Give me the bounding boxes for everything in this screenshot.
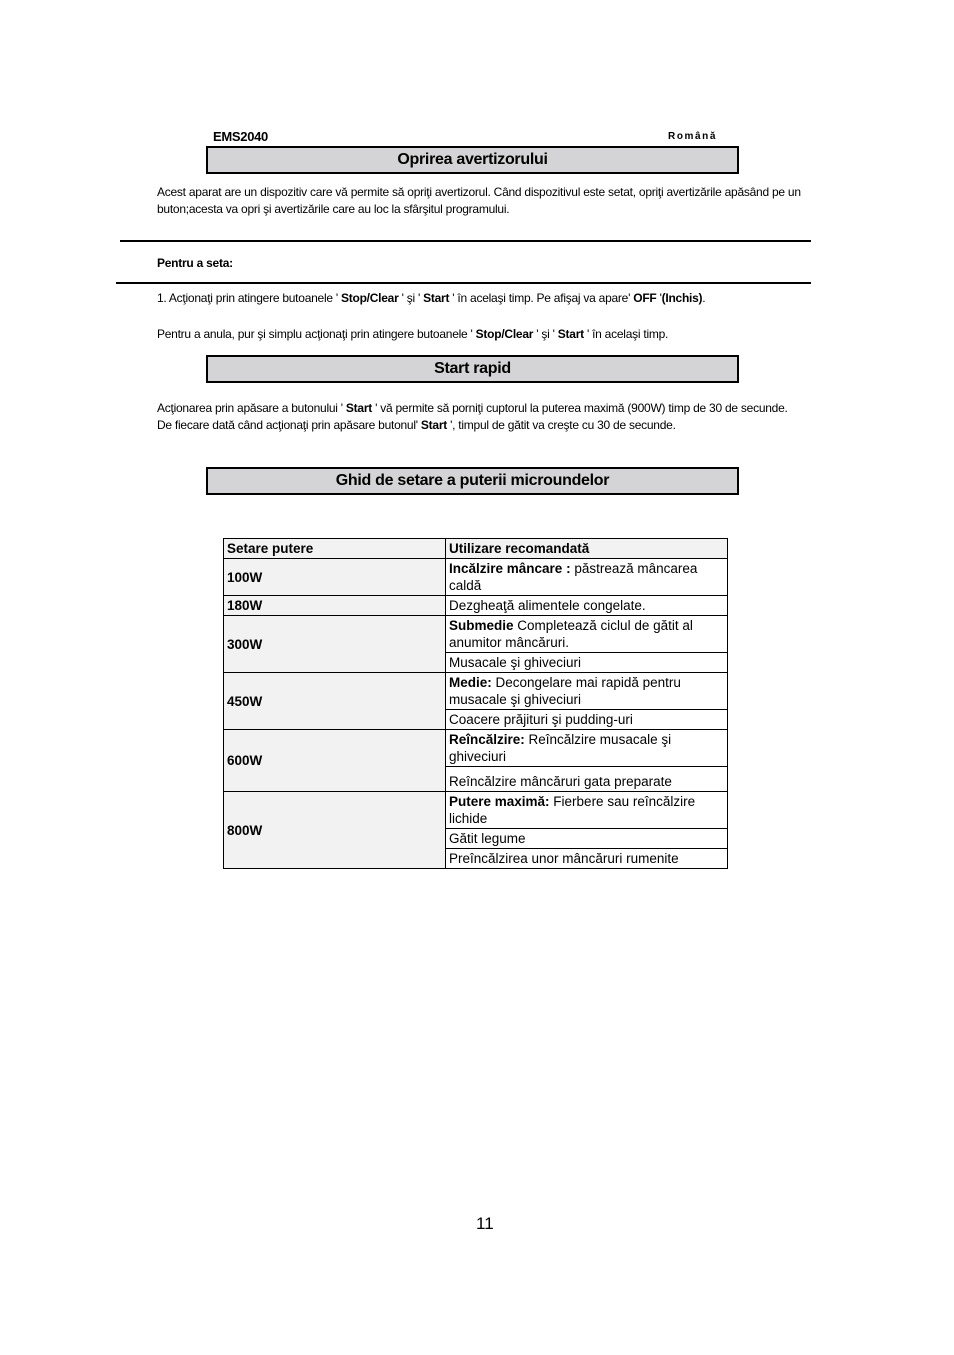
quick-start-text <box>157 400 827 434</box>
use-text: Fierbere sau reîncălzire lichide <box>449 794 696 826</box>
header-recommended-use: Utilizare recomandată <box>446 539 728 559</box>
step-1-text: ' şi ' <box>398 291 424 305</box>
use-text: Reîncălzire musacale şi ghiveciuri <box>449 732 672 764</box>
start-label: Start <box>345 401 373 415</box>
use-cell: Preîncălzirea unor mâncăruri rumenite <box>446 849 728 869</box>
quick-start-text-part: ' vă permite să porniţi cuptorul la puterea maximă (900W) timp de 30 de secunde. <box>372 401 788 415</box>
table-row <box>224 730 728 767</box>
stop-clear-label: Stop/Clear <box>341 291 399 305</box>
table-row <box>224 792 728 829</box>
step-1 <box>157 290 705 307</box>
step-1-text: 1. Acţionaţi prin atingere butoanele ' <box>157 291 342 305</box>
use-cell: Coacere prăjituri şi pudding-uri <box>446 710 728 730</box>
use-cell <box>446 730 728 767</box>
divider-bottom <box>116 282 811 284</box>
use-cell <box>446 616 728 653</box>
use-heading: Medie: <box>449 675 492 690</box>
use-cell: Gătit legume <box>446 829 728 849</box>
use-cell <box>446 559 728 596</box>
step-1-text: ' <box>656 291 662 305</box>
use-cell: Musacale şi ghiveciuri <box>446 653 728 673</box>
table-row <box>224 616 728 653</box>
power-cell: 600W <box>224 730 446 792</box>
cancel-text: ' în acelaşi timp. <box>583 327 669 341</box>
step-1-text: ' în acelaşi timp. Pe afişaj va apare' <box>449 291 634 305</box>
use-heading: Submedie <box>449 618 514 633</box>
power-settings-table <box>223 538 728 869</box>
section-title-alarm-off: Oprirea avertizorului <box>206 146 739 174</box>
quick-start-text-part: Acţionarea prin apăsare a butonului ' <box>157 401 346 415</box>
section-title-quick-start: Start rapid <box>206 355 739 383</box>
use-cell <box>446 673 728 710</box>
power-cell: 450W <box>224 673 446 730</box>
power-cell: 180W <box>224 596 446 616</box>
model-name: EMS2040 <box>213 129 268 144</box>
quick-start-text-part: ', timpul de gătit va creşte cu 30 de secunde. <box>446 418 676 432</box>
power-cell: 800W <box>224 792 446 869</box>
start-label: Start <box>557 327 584 341</box>
cancel-instruction <box>157 326 668 343</box>
quick-start-line-2 <box>157 417 827 434</box>
use-heading: Incălzire mâncare : <box>449 561 571 576</box>
use-heading: Reîncălzire: <box>449 732 525 747</box>
display-inchis-label: (Inchis) <box>661 291 703 305</box>
display-off-label: OFF <box>633 291 657 305</box>
alarm-off-intro: Acest aparat are un dispozitiv care vă permite să opriţi avertizorul. Când dispozitivul este setat, opriţi avertizările apăsând pe un buton;acesta va opri şi avertizările care au loc la sfârşitul programului. <box>157 185 801 216</box>
use-cell: Reîncălzire mâncăruri gata preparate <box>446 767 728 792</box>
section-title-power-guide: Ghid de setare a puterii microundelor <box>206 467 739 495</box>
table-row <box>224 673 728 710</box>
power-cell: 100W <box>224 559 446 596</box>
use-text: Completează ciclul de gătit al anumitor mâncăruri. <box>449 618 693 650</box>
use-text: păstrează mâncarea caldă <box>449 561 698 593</box>
cancel-text: ' şi ' <box>533 327 558 341</box>
table-header-row <box>224 539 728 559</box>
start-label: Start <box>423 291 450 305</box>
language-label: Română <box>668 131 718 142</box>
use-heading: Putere maximă: <box>449 794 550 809</box>
header-power-setting: Setare putere <box>224 539 446 559</box>
cancel-text: Pentru a anula, pur şi simplu acţionaţi prin atingere butoanele ' <box>157 327 476 341</box>
start-label: Start <box>420 418 447 432</box>
to-set-label: Pentru a seta: <box>157 256 233 270</box>
table-row <box>224 596 728 616</box>
page-number: 11 <box>476 1214 494 1233</box>
quick-start-text-part: De fiecare dată când acţionaţi prin apăsare butonul' <box>157 418 421 432</box>
table-row <box>224 559 728 596</box>
use-cell <box>446 792 728 829</box>
use-cell: Dezgheaţă alimentele congelate. <box>446 596 728 616</box>
divider-top <box>120 240 811 242</box>
power-cell: 300W <box>224 616 446 673</box>
stop-clear-label: Stop/Clear <box>475 327 534 341</box>
quick-start-line-1 <box>157 400 827 417</box>
use-text: Decongelare mai rapidă pentru musacale şi ghiveciuri <box>449 675 681 707</box>
step-1-text: . <box>702 291 706 305</box>
